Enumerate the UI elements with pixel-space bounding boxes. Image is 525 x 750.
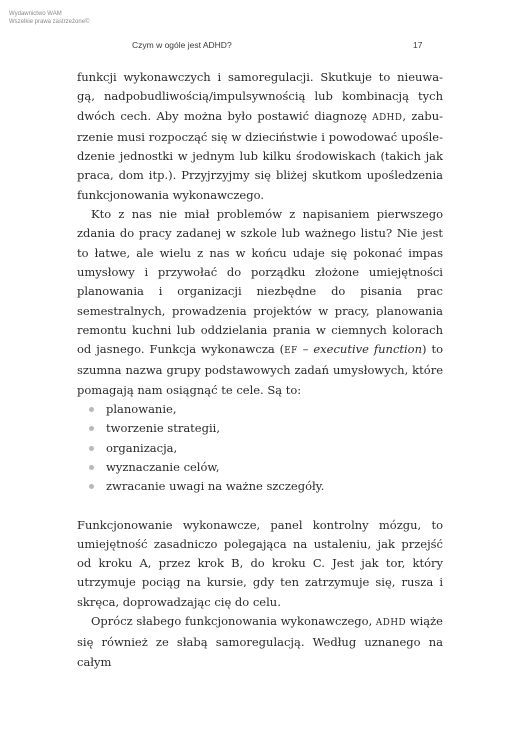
p4-start: Oprócz słabego funkcjonowania wykonawczego, xyxy=(91,614,376,629)
p1-line-6: praca, dom itp.). Przyjrzyjmy się bliżej skutkom upośledzenia xyxy=(77,168,443,183)
bullet-icon xyxy=(89,484,94,489)
bullet-item xyxy=(77,458,443,477)
bullet-item xyxy=(77,400,443,419)
bullet-text: planowanie, xyxy=(106,402,177,417)
bullet-icon xyxy=(89,426,94,431)
paragraph-4 xyxy=(77,612,443,672)
p4-end: wiąże się również ze słabą samoregulacją. Według uznanego na całym xyxy=(77,614,443,669)
watermark-line-1: Wydawnictwo WAM xyxy=(9,11,62,17)
page-number: 17 xyxy=(413,40,423,50)
page-body xyxy=(77,68,443,672)
section-gap xyxy=(77,497,443,516)
p1-line-3a: dwóch cech. Aby można było postawić diagnozę xyxy=(77,108,373,123)
p2-text: Kto z nas nie miał problemów z napisaniem pierwszego zdania do pracy zadanej w szkole lub ważnego listu? Nie jest to łatwe, ale wielu z nas w końcu udaje się pokonać impas umysłowy i przywołać do porządku złożone umiejętności planowania i organizacji niezbędne do pisania prac semestralnych, prowadzenia projektów w pracy, planowania remontu kuchni lub oddzielania prania w ciemnych kolorach od jasnego. Funkcja wykonawcza ( xyxy=(77,207,443,357)
publisher-watermark xyxy=(9,10,89,26)
bullet-text: organizacja, xyxy=(106,440,178,455)
abbr-ef: EF xyxy=(284,346,298,357)
p1-line-2: gą, nadpobudliwością/impulsywnością lub kombinacją tych xyxy=(77,89,443,104)
paragraph-2 xyxy=(77,205,443,400)
p1-line-5: dzenie jednostki w jednym lub kilku środowiskach (takich jak xyxy=(77,149,443,164)
p2-end: ) to szumna nazwa grupy podstawowych zadań umysłowych, które pomagają nam osiągnąć te cele. Są to: xyxy=(77,342,443,397)
bullet-icon xyxy=(89,465,94,470)
p3-text: Funkcjonowanie wykonawcze, panel kontrolny mózgu, to umiejętność zasadniczo polegająca na ustaleniu, jak przejść od kroku A, przez krok B, do kroku C. Jest jak tor, który utrzymuje pociąg na kursie, gdy ten zatrzymuje się, rusza i skręca, doprowadzając cię do celu. xyxy=(77,517,443,609)
p1-line-3b: , zabu- xyxy=(402,108,443,123)
running-head xyxy=(0,40,525,54)
p2-dash: – xyxy=(297,342,314,357)
bullet-item xyxy=(77,477,443,496)
p1-line-1: funkcji wykonawczych i samoregulacji. Skutkuje to nieuwa- xyxy=(77,70,443,84)
bullet-text: zwracanie uwagi na ważne szczegóły. xyxy=(106,479,325,494)
bullet-icon xyxy=(89,407,94,412)
paragraph-1 xyxy=(77,68,443,205)
bullet-text: tworzenie strategii, xyxy=(106,421,220,436)
bullet-item xyxy=(77,419,443,438)
bullet-icon xyxy=(89,446,94,451)
p2-italic-term: executive function xyxy=(313,342,423,357)
p1-line-7: funkcjonowania wykonawczego. xyxy=(77,187,264,202)
bullet-text: wyznaczanie celów, xyxy=(106,459,220,474)
bullet-item xyxy=(77,439,443,458)
abbr-adhd-2: ADHD xyxy=(375,618,407,629)
bullet-list xyxy=(77,400,443,496)
abbr-adhd: ADHD xyxy=(372,112,403,123)
p1-line-4: rzenie musi rozpocząć się w dzieciństwie i powodować upośle- xyxy=(77,129,443,144)
watermark-line-2: Wszelkie prawa zastrzeżone© xyxy=(9,19,90,25)
paragraph-3 xyxy=(77,516,443,612)
chapter-title: Czym w ogóle jest ADHD? xyxy=(132,40,232,50)
